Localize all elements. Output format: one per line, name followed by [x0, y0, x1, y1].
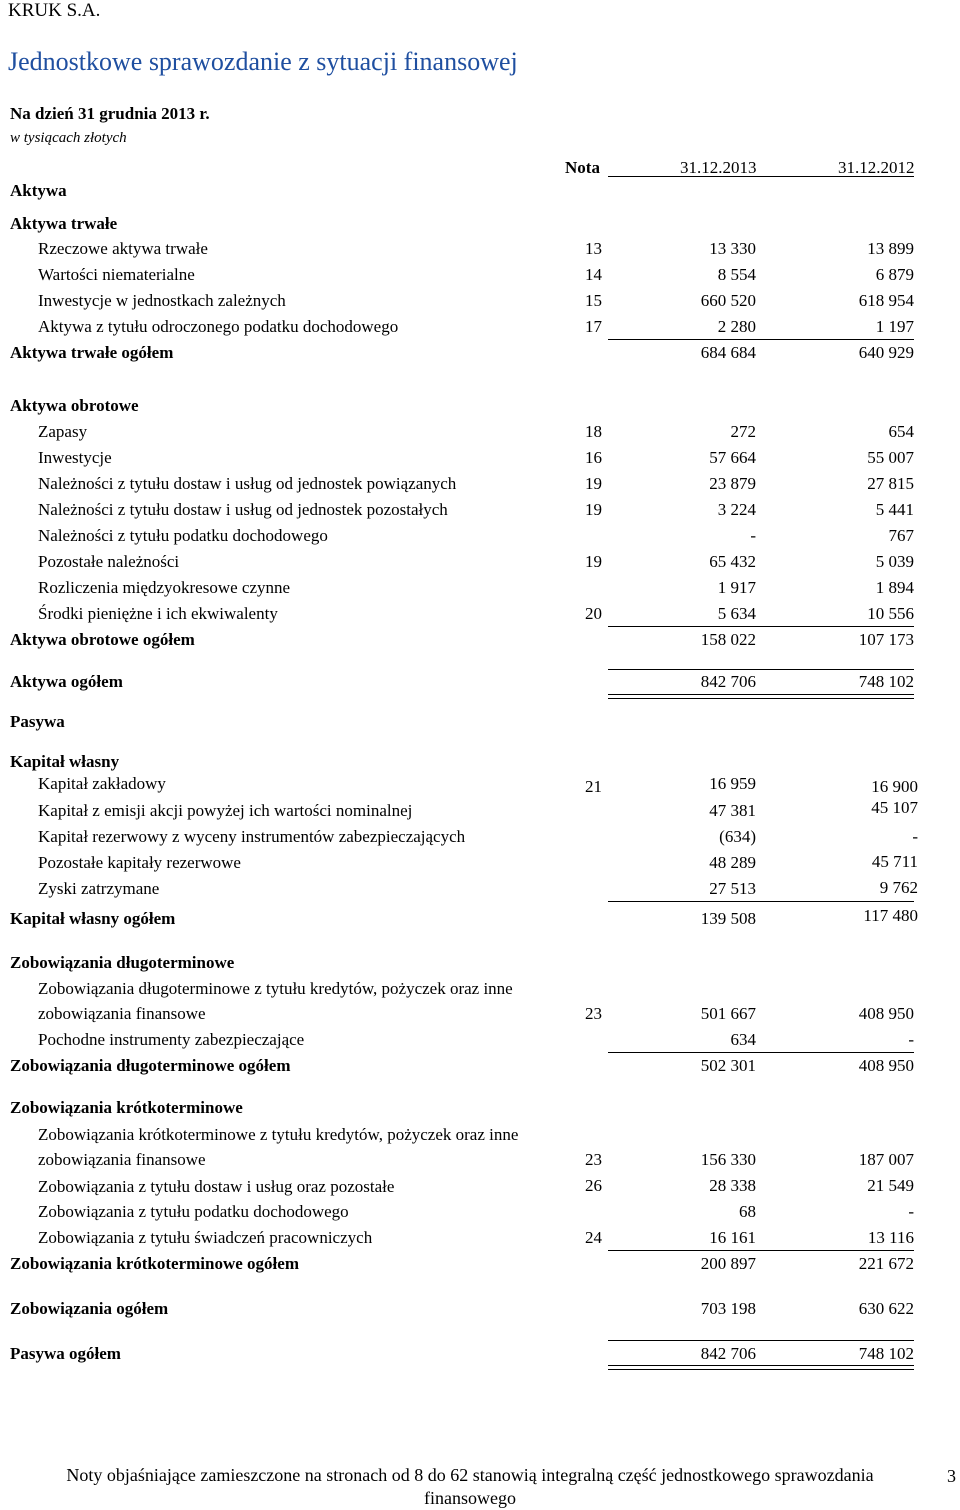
value-2012: 16 900	[871, 777, 918, 796]
total-row	[0, 630, 960, 654]
double-rule-2	[608, 1369, 914, 1370]
row-note: 23	[585, 1004, 602, 1023]
row-label: Aktywa ogółem	[10, 672, 123, 691]
table-row	[0, 979, 960, 1003]
value-2012: -	[908, 1202, 914, 1221]
value-2013: 634	[730, 1030, 756, 1049]
row-label: Należności z tytułu dostaw i usług od jednostek powiązanych	[38, 474, 457, 493]
table-row	[0, 526, 960, 550]
section-kapital: Kapitał własny	[10, 752, 120, 771]
value-2012: 748 102	[858, 1344, 914, 1363]
row-note: 19	[585, 552, 602, 571]
value-2013: 842 706	[700, 1344, 756, 1363]
value-2012: 767	[888, 526, 914, 545]
row-note: 26	[585, 1176, 602, 1195]
value-2012: -	[908, 1030, 914, 1049]
section-zobowiazania-dlugoterminowe: Zobowiązania długoterminowe	[10, 953, 235, 972]
row-label: zobowiązania finansowe	[38, 1150, 206, 1169]
row-label: Kapitał z emisji akcji powyżej ich wartości nominalnej	[38, 801, 413, 820]
row-label: Kapitał zakładowy	[38, 774, 166, 793]
table-row	[0, 239, 960, 263]
total-row	[0, 672, 960, 696]
table-row	[0, 1228, 960, 1252]
row-note: 13	[585, 239, 602, 258]
table-row	[0, 879, 960, 903]
value-2013: 65 432	[709, 552, 756, 571]
row-label: Inwestycje w jednostkach zależnych	[38, 291, 286, 310]
value-2012: 21 549	[867, 1176, 914, 1195]
row-label: Rozliczenia międzyokresowe czynne	[38, 578, 291, 597]
total-row	[0, 1299, 960, 1323]
double-rule-1	[608, 694, 914, 695]
table-row	[0, 500, 960, 524]
value-2013: 27 513	[709, 879, 756, 898]
total-row	[0, 906, 960, 933]
row-label: Zobowiązania z tytułu dostaw i usług oraz pozostałe	[38, 1177, 395, 1196]
table-row	[0, 853, 960, 877]
row-note: 17	[585, 317, 602, 336]
total-rule-top	[608, 669, 914, 670]
value-2012: 45 711	[871, 852, 918, 871]
row-label: Aktywa trwałe ogółem	[10, 343, 174, 362]
report-date: Na dzień 31 grudnia 2013 r.	[10, 104, 210, 123]
row-label: Pochodne instrumenty zabezpieczające	[38, 1030, 305, 1049]
value-2013: 1 917	[717, 578, 756, 597]
value-2012: 640 929	[858, 343, 914, 362]
row-label: Zobowiązania krótkoterminowe z tytułu kredytów, pożyczek oraz inne	[38, 1125, 519, 1144]
table-row	[0, 317, 960, 341]
row-note: 20	[585, 604, 602, 623]
section-pasywa: Pasywa	[10, 712, 65, 731]
table-row	[0, 552, 960, 576]
total-row	[0, 1254, 960, 1278]
row-label: Należności z tytułu podatku dochodowego	[38, 526, 328, 545]
value-2012: 55 007	[867, 448, 914, 467]
row-label: Zobowiązania długoterminowe z tytułu kredytów, pożyczek oraz inne	[38, 979, 513, 998]
value-2013: 3 224	[717, 500, 756, 519]
subtotal-rule	[608, 1052, 914, 1053]
table-row	[0, 1004, 960, 1028]
row-label: Należności z tytułu dostaw i usług od jednostek pozostałych	[38, 500, 448, 519]
row-label: Zobowiązania krótkoterminowe ogółem	[10, 1254, 299, 1273]
footer-note: Noty objaśniające zamieszczone na stronach od 8 do 62 stanowią integralną część jednostkowego sprawozdania finansowego	[66, 1465, 874, 1508]
subtotal-rule	[608, 339, 914, 340]
row-note: 21	[585, 777, 602, 796]
report-title: Jednostkowe sprawozdanie z sytuacji finansowej	[8, 47, 518, 76]
value-2012: 9 762	[879, 878, 918, 897]
value-2013: 156 330	[700, 1150, 756, 1169]
value-2013: 684 684	[700, 343, 756, 362]
value-2012: 5 441	[875, 500, 914, 519]
value-2013: 23 879	[709, 474, 756, 493]
row-label: Kapitał rezerwowy z wyceny instrumentów zabezpieczających	[38, 827, 466, 846]
row-note: 14	[585, 265, 602, 284]
value-2013: 502 301	[700, 1056, 756, 1075]
subtotal-rule	[608, 901, 914, 902]
value-2013: -	[750, 526, 756, 545]
value-2013: 703 198	[700, 1299, 756, 1318]
row-label: Zyski zatrzymane	[38, 879, 160, 898]
value-2013: 2 280	[717, 317, 756, 336]
row-note: 24	[585, 1228, 602, 1247]
value-2012: 618 954	[858, 291, 914, 310]
page-number: 3	[947, 1466, 956, 1486]
table-row	[0, 1030, 960, 1054]
table-row	[0, 1125, 960, 1149]
value-2013: 158 022	[700, 630, 756, 649]
total-row	[0, 1056, 960, 1080]
value-2012: 748 102	[858, 672, 914, 691]
value-2012: 1 197	[875, 317, 914, 336]
table-row	[0, 448, 960, 472]
row-label: Aktywa z tytułu odroczonego podatku dochodowego	[38, 317, 399, 336]
row-label: Inwestycje	[38, 448, 112, 467]
row-label: Pozostałe kapitały rezerwowe	[38, 853, 241, 872]
value-2013: 68	[739, 1202, 756, 1221]
table-row	[0, 1150, 960, 1174]
subtotal-rule	[608, 1250, 914, 1251]
row-label: Wartości niematerialne	[38, 265, 195, 284]
value-2013: 57 664	[709, 448, 756, 467]
row-label: Pozostałe należności	[38, 552, 180, 571]
value-2013: 8 554	[717, 265, 756, 284]
value-2013: 272	[730, 422, 756, 441]
row-note: 19	[585, 500, 602, 519]
table-row	[0, 827, 960, 851]
value-2012: 1 894	[875, 578, 914, 597]
column-header-2013: 31.12.2013	[680, 158, 757, 177]
table-row	[0, 291, 960, 315]
value-2013: (634)	[719, 827, 756, 846]
value-2013: 660 520	[700, 291, 756, 310]
value-2012: 13 116	[867, 1228, 914, 1247]
value-2012: 408 950	[858, 1004, 914, 1023]
double-rule-2	[608, 698, 914, 699]
row-label: Środki pieniężne i ich ekwiwalenty	[38, 604, 278, 623]
value-2012: 187 007	[858, 1150, 914, 1169]
row-label: Kapitał własny ogółem	[10, 909, 176, 928]
value-2012: 117 480	[863, 906, 918, 925]
value-2012: 408 950	[858, 1056, 914, 1075]
section-aktywa-obrotowe: Aktywa obrotowe	[10, 396, 139, 415]
value-2012: 221 672	[858, 1254, 914, 1273]
section-zobowiazania-krotkoterminowe: Zobowiązania krótkoterminowe	[10, 1098, 243, 1117]
value-2013: 48 289	[709, 853, 756, 872]
value-2013: 139 508	[700, 909, 756, 928]
company-name: KRUK S.A.	[8, 0, 101, 21]
row-label: zobowiązania finansowe	[38, 1004, 206, 1023]
value-2013: 16 161	[709, 1228, 756, 1247]
section-aktywa: Aktywa	[10, 181, 67, 200]
value-2012: 107 173	[858, 630, 914, 649]
total-row	[0, 343, 960, 367]
value-2012: 10 556	[867, 604, 914, 623]
table-row	[0, 1176, 960, 1200]
table-row	[0, 1202, 960, 1226]
value-2013: 501 667	[700, 1004, 756, 1023]
row-label: Rzeczowe aktywa trwałe	[38, 239, 208, 258]
row-label: Zobowiązania ogółem	[10, 1299, 169, 1318]
value-2013: 842 706	[700, 672, 756, 691]
header-underline	[608, 176, 914, 177]
double-rule-1	[608, 1365, 914, 1366]
subtotal-rule	[608, 626, 914, 627]
table-row	[0, 774, 960, 798]
value-2012: 27 815	[867, 474, 914, 493]
value-2013: 13 330	[709, 239, 756, 258]
value-2012: 13 899	[867, 239, 914, 258]
row-label: Pasywa ogółem	[10, 1344, 121, 1363]
row-note: 16	[585, 448, 602, 467]
total-rule-top	[608, 1340, 914, 1341]
table-row	[0, 265, 960, 289]
table-row	[0, 798, 960, 825]
units-note: w tysiącach złotych	[10, 130, 127, 146]
row-label: Aktywa obrotowe ogółem	[10, 630, 195, 649]
row-label: Zobowiązania z tytułu podatku dochodowego	[38, 1202, 349, 1221]
table-row	[0, 422, 960, 446]
table-row	[0, 604, 960, 628]
value-2012: 654	[888, 422, 914, 441]
table-row	[0, 474, 960, 498]
column-header-note: Nota	[565, 158, 600, 177]
value-2013: 28 338	[709, 1176, 756, 1195]
value-2013: 47 381	[709, 801, 756, 820]
value-2012: 45 107	[871, 798, 918, 817]
value-2012: 630 622	[858, 1299, 914, 1318]
column-header-2012: 31.12.2012	[838, 158, 915, 177]
row-note: 18	[585, 422, 602, 441]
value-2012: 5 039	[875, 552, 914, 571]
value-2013: 200 897	[700, 1254, 756, 1273]
row-note: 15	[585, 291, 602, 310]
table-row	[0, 578, 960, 602]
value-2012: 6 879	[875, 265, 914, 284]
row-note: 23	[585, 1150, 602, 1169]
value-2013: 5 634	[717, 604, 756, 623]
section-aktywa-trwale: Aktywa trwałe	[10, 214, 118, 233]
value-2012: -	[912, 827, 918, 846]
row-label: Zapasy	[38, 422, 88, 441]
row-note: 19	[585, 474, 602, 493]
value-2013: 16 959	[709, 774, 756, 793]
row-label: Zobowiązania z tytułu świadczeń pracowniczych	[38, 1228, 373, 1247]
row-label: Zobowiązania długoterminowe ogółem	[10, 1056, 291, 1075]
